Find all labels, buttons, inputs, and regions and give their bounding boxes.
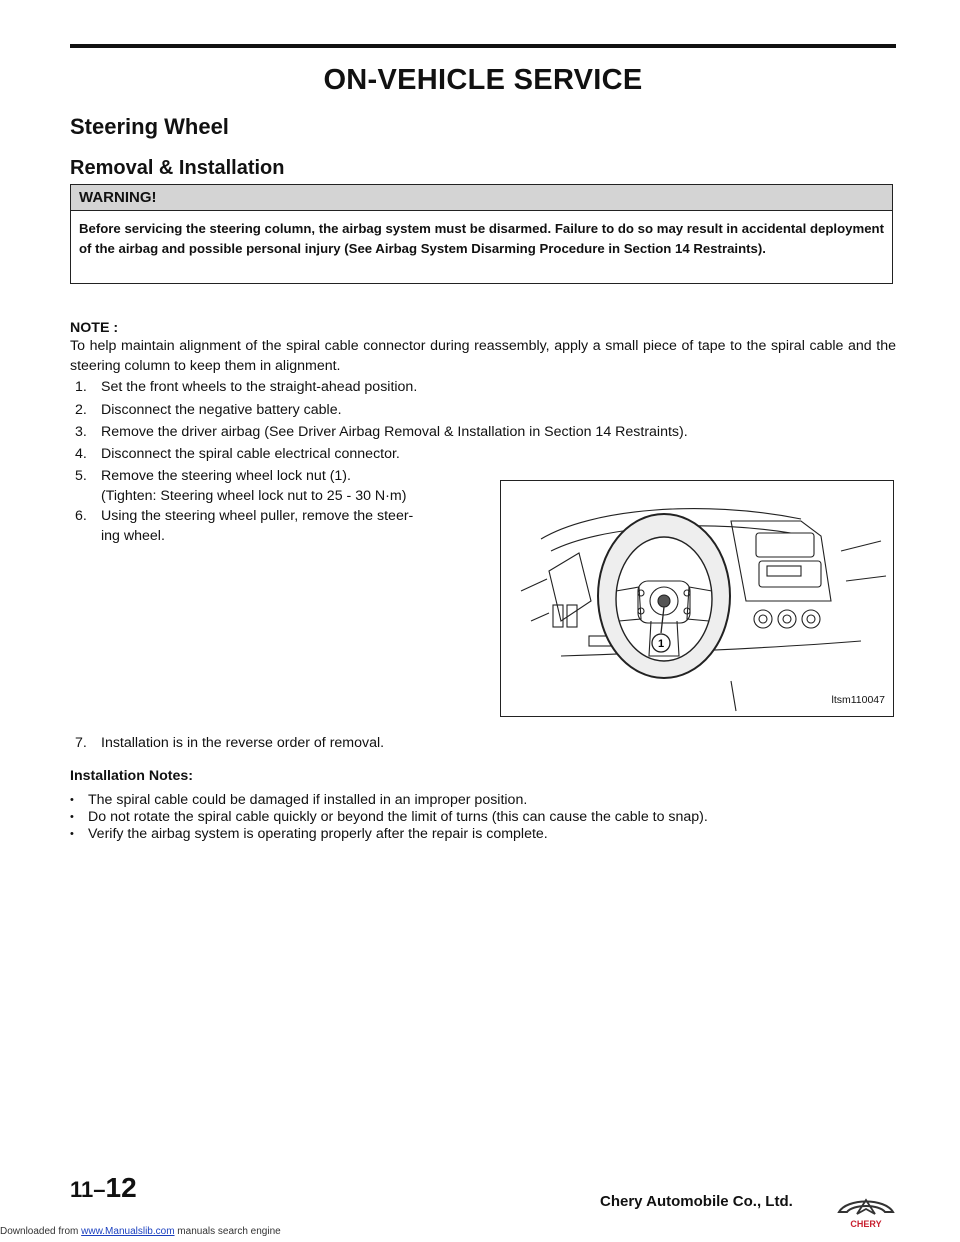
page-number-value: 12 <box>105 1172 137 1203</box>
company-name: Chery Automobile Co., Ltd. <box>600 1193 793 1210</box>
manualslib-link[interactable]: www.Manualslib.com <box>81 1226 175 1237</box>
figure-callout: 1 <box>657 638 665 650</box>
installation-note-text: Do not rotate the spiral cable quickly or beyond the limit of turns (this can cause the cable to snap). <box>88 809 708 825</box>
note-label: NOTE : <box>70 320 119 336</box>
step-text: Set the front wheels to the straight-ahead position. <box>101 379 418 395</box>
step-text: Disconnect the negative battery cable. <box>101 402 342 418</box>
bullet-icon: • <box>70 794 74 806</box>
step-number: 5. <box>75 468 87 484</box>
step-subtext: ing wheel. <box>101 528 165 544</box>
figure-id: ltsm110047 <box>831 694 885 706</box>
step-number: 4. <box>75 446 87 462</box>
step-number: 1. <box>75 379 87 395</box>
bullet-icon: • <box>70 811 74 823</box>
steering-wheel-figure <box>500 480 894 717</box>
step-text: Using the steering wheel puller, remove the steer- <box>101 508 414 524</box>
warning-box <box>70 184 893 284</box>
chery-logo-icon <box>835 1192 897 1230</box>
page-number <box>70 1172 137 1204</box>
warning-label: WARNING! <box>71 185 892 211</box>
download-suffix: manuals search engine <box>174 1226 281 1237</box>
step-text: Remove the driver airbag (See Driver Airbag Removal & Installation in Section 14 Restraints). <box>101 424 688 440</box>
section-subtitle: Removal & Installation <box>70 157 285 179</box>
step-text: Remove the steering wheel lock nut (1). <box>101 468 351 484</box>
step-text: Installation is in the reverse order of removal. <box>101 735 385 751</box>
step-number: 7. <box>75 735 87 751</box>
step-6 <box>75 506 413 546</box>
step-text: Disconnect the spiral cable electrical connector. <box>101 446 400 462</box>
bullet-icon: • <box>70 828 74 840</box>
download-prefix: Downloaded from <box>0 1226 82 1237</box>
step-subtext: (Tighten: Steering wheel lock nut to 25 - 30 N·m) <box>101 488 407 504</box>
step-1 <box>75 377 417 397</box>
step-number: 2. <box>75 402 87 418</box>
step-3 <box>75 422 688 442</box>
logo-wordmark: CHERY <box>850 1219 882 1229</box>
installation-note-text: The spiral cable could be damaged if installed in an improper position. <box>88 792 528 808</box>
warning-text: Before servicing the steering column, the airbag system must be disarmed. Failure to do so may result in accidental deployment of the airbag and possible personal injury (See Airbag System Disarming Procedure in Section 14 Restraints). <box>79 221 884 256</box>
steering-wheel-illustration <box>501 481 892 715</box>
page-title: ON-VEHICLE SERVICE <box>323 64 643 96</box>
top-rule <box>70 44 896 48</box>
note-text: To help maintain alignment of the spiral cable connector during reassembly, apply a small piece of tape to the spiral cable and the steering column to keep them in alignment. <box>70 338 896 374</box>
installation-note-text: Verify the airbag system is operating properly after the repair is complete. <box>88 826 548 842</box>
download-footer <box>0 1226 281 1237</box>
section-number: 11– <box>70 1177 106 1202</box>
section-title: Steering Wheel <box>70 114 229 139</box>
installation-note-item <box>70 824 548 844</box>
installation-notes-label: Installation Notes: <box>70 768 193 784</box>
step-5 <box>75 466 406 506</box>
step-4 <box>75 444 400 464</box>
step-number: 6. <box>75 508 87 524</box>
step-2 <box>75 400 342 420</box>
step-number: 3. <box>75 424 87 440</box>
step-7 <box>75 733 384 753</box>
